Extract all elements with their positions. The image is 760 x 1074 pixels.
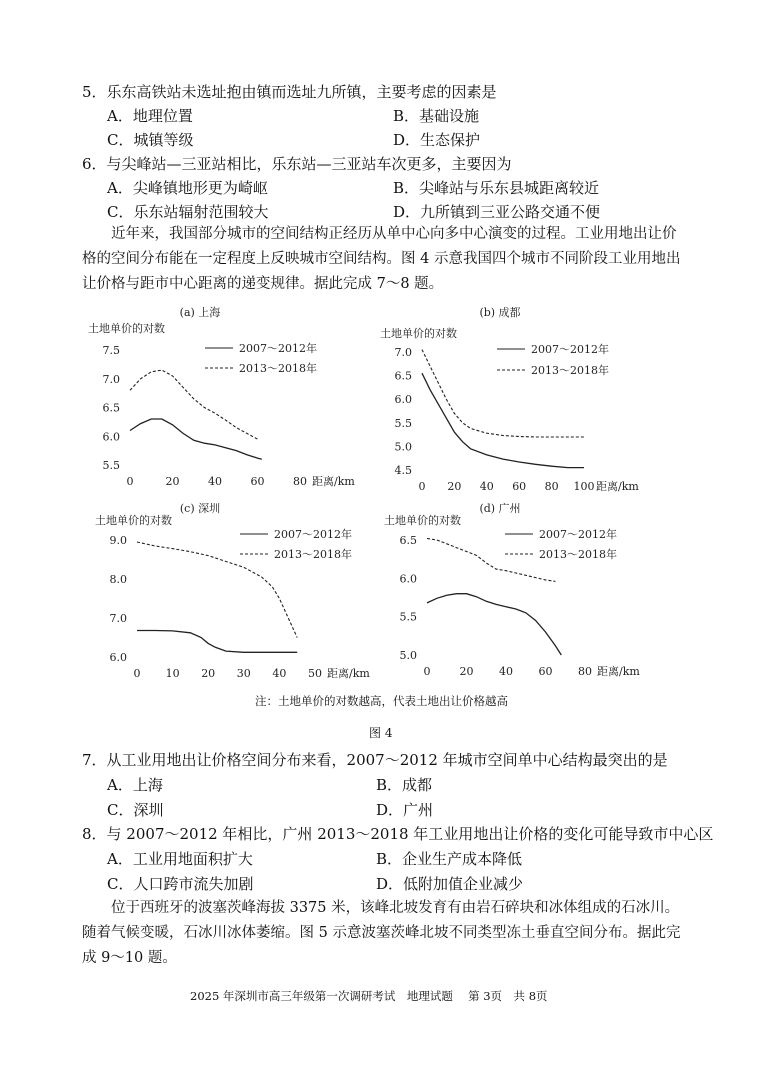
q7-option-c: C．深圳 — [107, 801, 164, 819]
chart-0-ytick-label: 6.5 — [102, 401, 120, 415]
q8-option-a: A．工业用地面积扩大 — [107, 850, 253, 868]
chart-2-ylabel: 土地单价的对数 — [95, 514, 172, 527]
chart-1-xtick-label: 20 — [447, 480, 462, 493]
chart-2-legend-label-0: 2007～2012年 — [274, 528, 352, 541]
chart-2-xtick-label: 50 — [308, 667, 322, 680]
chart-2-xtick-label: 0 — [133, 667, 141, 680]
chart-1-xtick-label: 40 — [479, 480, 494, 493]
chart-2-ytick-label: 7.0 — [109, 612, 127, 625]
chart-2-xtick-label: 10 — [165, 667, 180, 680]
chart-3-series-0-line — [427, 594, 561, 655]
chart-1-ytick-label: 6.5 — [394, 369, 412, 383]
chart-0-legend-label-1: 2013～2018年 — [239, 362, 317, 375]
chart-0-xtick-label: 80 — [293, 475, 307, 488]
chart-2-title: (c) 深圳 — [179, 502, 221, 515]
chart-0-ytick-label: 7.0 — [102, 372, 120, 386]
chart-1-legend-label-0: 2007～2012年 — [531, 343, 609, 356]
chart-0-xtick-label: 60 — [250, 475, 265, 488]
q8-option-b: B．企业生产成本降低 — [376, 850, 523, 868]
q8-option-d: D．低附加值企业减少 — [376, 875, 524, 893]
chart-2-xtick-label: 40 — [272, 667, 287, 680]
q5-option-a: A．地理位置 — [107, 107, 193, 125]
chart-1-ytick-label: 5.0 — [394, 440, 412, 454]
figure-4 — [0, 300, 760, 690]
chart-3-ylabel: 土地单价的对数 — [384, 514, 461, 527]
chart-1-ytick-label: 6.0 — [394, 393, 412, 407]
chart-0-xtick-label: 40 — [208, 475, 222, 488]
chart-3-title: (d) 广州 — [479, 502, 521, 515]
chart-1-xtick-label: 100 — [573, 480, 595, 493]
chart-1-xlabel: 距离/km — [596, 480, 639, 493]
chart-1-series-1-line — [422, 350, 584, 437]
q7-option-a: A．上海 — [107, 776, 163, 794]
chart-1-ytick-label: 4.5 — [394, 464, 412, 477]
q8-option-c: C．人口跨市流失加剧 — [107, 875, 254, 893]
chart-1-legend-label-1: 2013～2018年 — [531, 364, 609, 377]
chart-0-xlabel: 距离/km — [312, 475, 355, 488]
q5-option-b: B．基础设施 — [393, 107, 480, 125]
q6-option-b: B．尖峰站与乐东县城距离较近 — [393, 179, 600, 197]
chart-3-xtick-label: 0 — [423, 665, 431, 678]
chart-3-xlabel: 距离/km — [597, 665, 640, 678]
chart-3-legend-label-1: 2013～2018年 — [539, 548, 617, 561]
figure-caption: 图 4 — [369, 726, 393, 740]
chart-0-ytick-label: 6.0 — [102, 430, 120, 444]
q5-option-c: C．城镇等级 — [107, 131, 194, 149]
chart-2-ytick-label: 6.0 — [109, 651, 127, 664]
page-footer: 2025 年深圳市高三年级第一次调研考试 地理试题 第 3页 共 8页 — [190, 989, 548, 1003]
intro-7-8: 近年来，我国部分城市的空间结构正经历从单中心向多中心演变的过程。工业用地出让价格的空间分布能在一定程度上反映城市空间结构。图 4 示意我国四个城市不同阶段工业用地出让价格与距市中心距离的递变规律。据此完成 7～8 题。 — [82, 226, 681, 292]
chart-3-series-1-line — [427, 539, 555, 582]
chart-0-xtick-label: 0 — [126, 475, 134, 488]
chart-0-xtick-label: 20 — [165, 475, 180, 488]
chart-3-ytick-label: 6.0 — [399, 572, 417, 586]
chart-3-xtick-label: 80 — [578, 665, 592, 678]
q5-stem: 5．乐东高铁站未选址抱由镇而选址九所镇，主要考虑的因素是 — [82, 83, 497, 101]
chart-3-xtick-label: 40 — [499, 665, 513, 678]
chart-1-xtick-label: 80 — [544, 480, 559, 493]
chart-2-xtick-label: 20 — [201, 667, 216, 680]
chart-3-ytick-label: 6.5 — [399, 534, 417, 547]
intro-9-10: 位于西班牙的波塞茨峰海拔 3375 米，该峰北坡发育有由岩石碎块和冰体组成的石冰川。随着气候变暖，石冰川冰体萎缩。图 5 示意波塞茨峰北坡不同类型冻土垂直空间分布。据此完成 9～10 题。 — [82, 900, 681, 966]
chart-3-ytick-label: 5.0 — [399, 649, 417, 662]
chart-1-xtick-label: 60 — [512, 480, 527, 493]
q7-option-d: D．广州 — [376, 801, 434, 819]
chart-2-xtick-label: 30 — [236, 667, 251, 680]
q6-stem: 6．与尖峰站—三亚站相比，乐东站—三亚站车次更多，主要因为 — [82, 155, 512, 173]
q6-option-d: D．九所镇到三亚公路交通不便 — [393, 203, 601, 221]
chart-3-xtick-label: 60 — [538, 665, 553, 678]
q6-option-c: C．乐东站辐射范围较大 — [107, 203, 269, 221]
chart-2-ytick-label: 9.0 — [109, 534, 127, 547]
q6-option-a: A．尖峰镇地形更为崎岖 — [107, 179, 268, 197]
chart-3-xtick-label: 20 — [459, 665, 474, 678]
chart-3-ytick-label: 5.5 — [399, 610, 417, 624]
q5-option-d: D．生态保护 — [393, 131, 481, 149]
chart-1-ytick-label: 5.5 — [394, 416, 412, 430]
chart-1-series-0-line — [422, 373, 584, 467]
chart-0-series-0-line — [130, 419, 262, 459]
q7-option-b: B．成都 — [376, 776, 433, 794]
chart-1-ylabel: 土地单价的对数 — [380, 327, 457, 340]
chart-2-ytick-label: 8.0 — [109, 573, 127, 586]
chart-3-legend-label-0: 2007～2012年 — [539, 528, 617, 541]
q7-stem: 7．从工业用地出让价格空间分布来看，2007～2012 年城市空间单中心结构最突出的是 — [82, 751, 668, 769]
chart-1-ytick-label: 7.0 — [394, 346, 412, 359]
chart-0-ytick-label: 5.5 — [102, 459, 120, 472]
chart-0-legend-label-0: 2007～2012年 — [239, 342, 317, 355]
chart-0-ytick-label: 7.5 — [102, 344, 120, 357]
figure-note: 注：土地单价的对数越高，代表土地出让价格越高 — [255, 694, 508, 708]
chart-0-title: (a) 上海 — [179, 306, 221, 319]
q8-stem: 8．与 2007～2012 年相比，广州 2013～2018 年工业用地出让价格的变化可能导致市中心区 — [82, 825, 714, 843]
chart-2-legend-label-1: 2013～2018年 — [274, 548, 352, 561]
chart-0-ylabel: 土地单价的对数 — [88, 322, 165, 335]
chart-1-title: (b) 成都 — [479, 306, 521, 319]
chart-1-xtick-label: 0 — [418, 480, 426, 493]
chart-2-series-0-line — [137, 631, 297, 653]
chart-0-series-1-line — [130, 370, 258, 439]
chart-2-xlabel: 距离/km — [327, 667, 370, 680]
